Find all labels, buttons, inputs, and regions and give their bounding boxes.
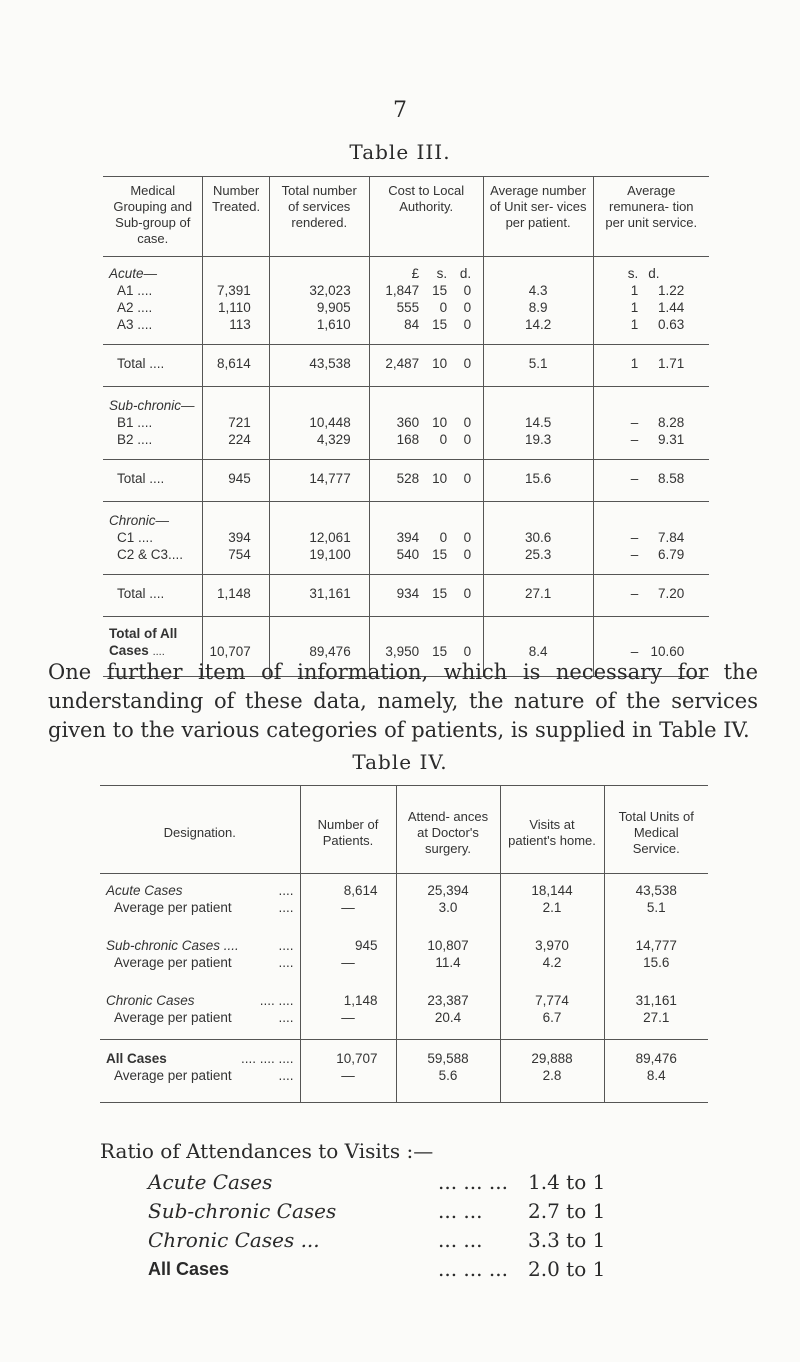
cell-attend: 23,387: [396, 984, 500, 1009]
ratio-label: All Cases: [148, 1259, 230, 1279]
cell-avg: 15.6: [483, 459, 593, 501]
row-dots: .... ....: [259, 993, 294, 1008]
cell-visits: 6.7: [500, 1009, 604, 1039]
cost-shillings: 0: [439, 530, 448, 545]
table3-caption: Table III.: [349, 140, 451, 164]
table4-caption: Table IV.: [352, 750, 448, 774]
row-name: C1 ....: [117, 530, 154, 545]
cell-cost: [376, 414, 477, 431]
cost-pence: 0: [463, 643, 472, 659]
cell-avg: 8.4: [483, 616, 593, 676]
cell-services: 19,100: [269, 546, 369, 574]
row-label: Acute Cases: [106, 883, 183, 898]
cell-services: 43,538: [269, 344, 369, 386]
row-name: Total ....: [103, 344, 203, 386]
cell-services: 1,610: [269, 316, 369, 344]
table3: [103, 176, 709, 677]
cell-patients: —: [300, 899, 396, 929]
table4-header-visits: Visits at patient's home.: [500, 786, 604, 874]
cost-pounds: 555: [396, 300, 420, 315]
cost-pence: 0: [463, 530, 472, 545]
row-dots: ....: [278, 1010, 294, 1025]
cell-units: 89,476: [604, 1039, 708, 1067]
rem-s: 1: [630, 355, 639, 371]
rem-s: –: [630, 530, 639, 545]
ratio-dots: ... ...: [438, 1228, 483, 1252]
cell-patients: —: [300, 1067, 396, 1103]
cost-shillings: 15: [432, 283, 448, 298]
rem-d: 0.63: [657, 317, 685, 332]
cost-shillings: 15: [432, 585, 448, 601]
cell-rem: [600, 546, 703, 563]
cell-attend: 5.6: [396, 1067, 500, 1103]
cost-pence: 0: [463, 547, 472, 562]
cell-treated: 394: [203, 529, 269, 546]
total-all-label: Total of All Cases: [109, 625, 178, 658]
cell-rem: [600, 282, 703, 299]
rem-d: 6.79: [657, 547, 685, 562]
cell-treated: 1,110: [203, 299, 269, 316]
cell-visits: 7,774: [500, 984, 604, 1009]
cell-treated: 1,148: [203, 574, 269, 616]
cell-units: 15.6: [604, 954, 708, 984]
cell-patients: 8,614: [300, 874, 396, 900]
cell-treated: 945: [203, 459, 269, 501]
table-row: [103, 546, 709, 574]
cell-rem: [600, 643, 703, 660]
table-row: [103, 316, 709, 344]
rem-d: 7.84: [657, 530, 685, 545]
table4-header-patients: Number of Patients.: [300, 786, 396, 874]
section-label-subchronic: Sub-chronic—: [109, 397, 195, 413]
rem-s: –: [630, 470, 639, 486]
cost-pounds: 2,487: [385, 355, 420, 371]
cell-rem: [600, 414, 703, 431]
cell-services: 14,777: [269, 459, 369, 501]
section-label-acute: Acute—: [109, 266, 158, 281]
ratio-value: 2.7 to 1: [528, 1199, 606, 1223]
table-row: [100, 1067, 708, 1103]
table-row: [100, 929, 708, 954]
cost-shillings: 15: [432, 547, 448, 562]
row-name: B2 ....: [103, 431, 203, 459]
cell-visits: 29,888: [500, 1039, 604, 1067]
table-row: [103, 414, 709, 431]
cell-services: 89,476: [269, 616, 369, 676]
cell-units: 43,538: [604, 874, 708, 900]
cell-avg: 14.2: [483, 316, 593, 344]
rem-s: –: [630, 547, 639, 562]
cell-patients: 945: [300, 929, 396, 954]
ratio-value: 1.4 to 1: [528, 1170, 606, 1194]
unit-shilling: s.: [436, 266, 448, 281]
cost-pounds: 528: [396, 470, 420, 486]
cell-cost: [376, 316, 477, 333]
cost-pence: 0: [463, 415, 472, 430]
cost-pounds: 540: [396, 547, 420, 562]
cell-services: 10,448: [269, 414, 369, 431]
row-dots: ....: [278, 938, 294, 953]
cell-patients: 10,707: [300, 1039, 396, 1067]
ratio-title: Ratio of Attendances to Visits :—: [100, 1139, 434, 1163]
table4: [100, 785, 708, 1103]
table-row: [100, 1009, 708, 1039]
rem-d: 1.44: [657, 300, 685, 315]
cost-shillings: 10: [432, 355, 448, 371]
row-dots: ....: [278, 1067, 294, 1083]
unit-pound: £: [411, 266, 420, 281]
table3-header-services: Total number of services rendered.: [269, 177, 369, 257]
row-dots: ....: [278, 883, 294, 898]
cell-rem: [600, 470, 703, 487]
cost-pence: 0: [463, 317, 472, 332]
table-row-total: [103, 574, 709, 616]
rem-d: 10.60: [650, 643, 685, 659]
cell-rem: [600, 431, 703, 448]
cost-shillings: 10: [432, 415, 448, 430]
cost-pounds: 168: [396, 432, 420, 447]
table-row: [100, 954, 708, 984]
row-dots: ....: [278, 955, 294, 970]
cell-avg: 5.1: [483, 344, 593, 386]
table-row: [100, 1039, 708, 1067]
cost-pounds: 3,950: [385, 643, 420, 659]
cell-services: 4,329: [269, 431, 369, 459]
row-name: A2 ....: [117, 300, 153, 315]
cost-pence: 0: [463, 470, 472, 486]
cell-attend: 25,394: [396, 874, 500, 900]
cost-shillings: 10: [432, 470, 448, 486]
cell-treated: 224: [203, 431, 269, 459]
table3-header-group: Medical Grouping and Sub-group of case.: [113, 183, 193, 246]
cell-rem: [600, 316, 703, 333]
row-label: Sub-chronic Cases ....: [106, 938, 239, 953]
cell-rem: [600, 529, 703, 546]
cell-attend: 59,588: [396, 1039, 500, 1067]
cell-avg: 25.3: [483, 546, 593, 574]
rem-d: 1.22: [657, 283, 685, 298]
row-label: All Cases: [106, 1050, 167, 1066]
row-name: C2 & C3....: [103, 546, 203, 574]
rem-d: 9.31: [657, 432, 685, 447]
cell-units: 31,161: [604, 984, 708, 1009]
cost-pounds: 360: [396, 415, 420, 430]
cell-treated: 113: [203, 316, 269, 344]
cell-visits: 2.1: [500, 899, 604, 929]
cost-pence: 0: [463, 355, 472, 371]
cell-visits: 4.2: [500, 954, 604, 984]
cell-units: 8.4: [604, 1067, 708, 1103]
cost-shillings: 0: [439, 432, 448, 447]
ratio-value: 3.3 to 1: [528, 1228, 606, 1252]
row-name: A1 ....: [117, 283, 153, 298]
cell-attend: 11.4: [396, 954, 500, 984]
ratio-item: [148, 1255, 605, 1284]
cell-avg: 27.1: [483, 574, 593, 616]
cell-attend: 20.4: [396, 1009, 500, 1039]
row-dots: ....: [278, 900, 294, 915]
rem-s: 1: [630, 300, 639, 315]
cell-units: 27.1: [604, 1009, 708, 1039]
cell-visits: 3,970: [500, 929, 604, 954]
row-name: Total ....: [103, 574, 203, 616]
cell-patients: —: [300, 1009, 396, 1039]
unit-d: d.: [648, 266, 660, 281]
cost-units: [376, 265, 477, 282]
row-name: Total ....: [103, 459, 203, 501]
cell-cost: [376, 431, 477, 448]
cost-shillings: 15: [432, 643, 448, 659]
row-label: Average per patient: [114, 1010, 232, 1025]
cell-patients: —: [300, 954, 396, 984]
cell-cost: [376, 529, 477, 546]
unit-pence: d.: [459, 266, 472, 281]
table3-header-avg: Average number of Unit ser- vices per patient.: [483, 177, 593, 257]
cell-rem: [600, 585, 703, 602]
table4-header-attend: Attend- ances at Doctor's surgery.: [396, 786, 500, 874]
cell-services: 31,161: [269, 574, 369, 616]
cell-cost: [376, 546, 477, 563]
cost-pounds: 394: [396, 530, 420, 545]
ratio-label: Chronic Cases ...: [148, 1228, 320, 1252]
row-label: Average per patient: [114, 1067, 232, 1083]
cell-treated: 8,614: [203, 344, 269, 386]
rem-s: –: [630, 643, 639, 659]
table3-header-rem: Average remunera- tion per unit service.: [593, 177, 709, 257]
rem-s: 1: [630, 317, 639, 332]
ratio-dots: ... ... ...: [438, 1257, 508, 1281]
table-row: [103, 529, 709, 546]
table-row: [103, 431, 709, 459]
table-row: [103, 299, 709, 316]
cost-shillings: 0: [439, 300, 448, 315]
cell-visits: 18,144: [500, 874, 604, 900]
cost-pounds: 934: [396, 585, 420, 601]
rem-d: 8.28: [657, 415, 685, 430]
cell-cost: [376, 355, 477, 372]
table-row: [100, 984, 708, 1009]
ratio-list: [148, 1168, 605, 1284]
rem-s: –: [630, 585, 639, 601]
ratio-dots: ... ... ...: [438, 1170, 508, 1194]
row-dots: ....: [152, 645, 165, 658]
cell-cost: [376, 299, 477, 316]
table-row-total: [103, 459, 709, 501]
ratio-item: [148, 1197, 605, 1226]
unit-s: s.: [627, 266, 639, 281]
ratio-value: 2.0 to 1: [528, 1257, 606, 1281]
cost-pence: 0: [463, 585, 472, 601]
rem-s: –: [630, 432, 639, 447]
cell-attend: 10,807: [396, 929, 500, 954]
row-label: Average per patient: [114, 955, 232, 970]
cell-avg: 19.3: [483, 431, 593, 459]
cell-rem: [600, 299, 703, 316]
cell-units: 5.1: [604, 899, 708, 929]
cell-treated: 754: [203, 546, 269, 574]
cost-pence: 0: [463, 300, 472, 315]
ratio-label: Acute Cases: [148, 1170, 273, 1194]
row-label: Chronic Cases: [106, 993, 195, 1008]
table-row-total: [103, 344, 709, 386]
cell-avg: 8.9: [483, 299, 593, 316]
table4-header-designation: Designation.: [163, 824, 236, 840]
table3-header-treated: Number Treated.: [203, 177, 269, 257]
table4-header-units: Total Units of Medical Service.: [604, 786, 708, 874]
row-name: A3 ....: [103, 316, 203, 344]
cell-services: 9,905: [269, 299, 369, 316]
rem-s: –: [630, 415, 639, 430]
cell-avg: 14.5: [483, 414, 593, 431]
cell-treated: 721: [203, 414, 269, 431]
rem-d: 7.20: [657, 585, 685, 601]
cell-rem: [600, 355, 703, 372]
section-label-chronic: Chronic—: [109, 512, 170, 528]
body-paragraph: One further item of information, which is necessary for the understanding of these data, namely, the nature of the services given to the various categories of patients, is supplied in Table IV.: [48, 660, 758, 742]
rem-d: 8.58: [657, 470, 685, 486]
ratio-item: [148, 1226, 605, 1255]
ratio-label: Sub-chronic Cases: [148, 1199, 337, 1223]
table-row: [103, 282, 709, 299]
cell-patients: 1,148: [300, 984, 396, 1009]
table3-header-cost: Cost to Local Authority.: [369, 177, 483, 257]
cost-pence: 0: [463, 283, 472, 298]
table-row: [100, 874, 708, 900]
cell-services: 32,023: [269, 282, 369, 299]
cost-pounds: 84: [404, 317, 420, 332]
cell-units: 14,777: [604, 929, 708, 954]
row-label: Average per patient: [114, 900, 232, 915]
ratio-item: [148, 1168, 605, 1197]
cost-pence: 0: [463, 432, 472, 447]
row-name: B1 ....: [117, 415, 153, 430]
page-number: 7: [393, 98, 407, 123]
cell-visits: 2.8: [500, 1067, 604, 1103]
rem-s: 1: [630, 283, 639, 298]
rem-units: [600, 265, 703, 282]
cell-attend: 3.0: [396, 899, 500, 929]
cell-cost: [376, 470, 477, 487]
cell-treated: 10,707: [203, 616, 269, 676]
cost-shillings: 15: [432, 317, 448, 332]
cell-avg: 30.6: [483, 529, 593, 546]
cell-treated: 7,391: [203, 282, 269, 299]
rem-d: 1.71: [657, 355, 685, 371]
ratio-dots: ... ...: [438, 1199, 483, 1223]
cell-avg: 4.3: [483, 282, 593, 299]
row-dots: .... .... ....: [240, 1050, 294, 1066]
cost-pounds: 1,847: [385, 283, 420, 298]
cell-services: 12,061: [269, 529, 369, 546]
table-row: [100, 899, 708, 929]
cell-cost: [376, 585, 477, 602]
cell-cost: [376, 282, 477, 299]
cell-cost: [376, 643, 477, 660]
